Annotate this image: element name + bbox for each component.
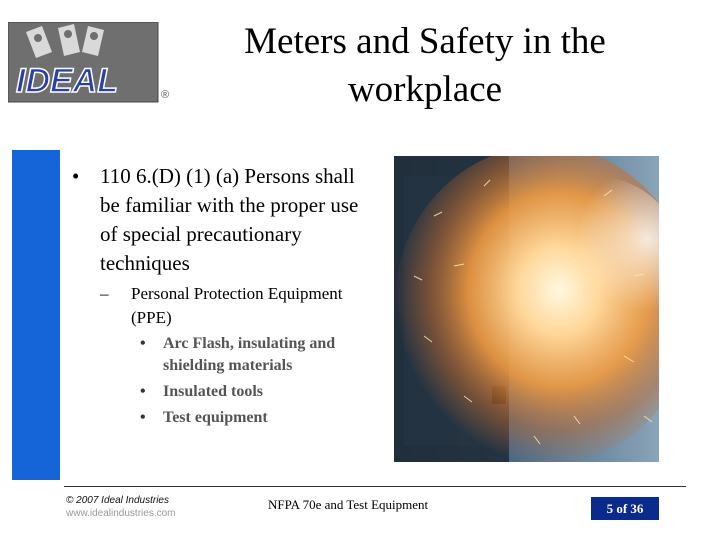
registered-mark: ® — [161, 89, 170, 101]
list-item-text: Arc Flash, insulating and shielding materials — [163, 335, 336, 374]
main-bullet-text: 110 6.(D) (1) (a) Persons shall be familiar with the proper use of special precautionary techniques — [100, 164, 359, 275]
list-item — [140, 407, 360, 429]
list-item-text: Test equipment — [163, 409, 268, 426]
logo-wordmark: IDEAL — [16, 62, 118, 100]
bullet-icon: • — [140, 383, 146, 400]
arc-flash-photo — [394, 156, 659, 462]
copyright-text: © 2007 Ideal Industries — [66, 495, 169, 506]
sub-bullet — [100, 282, 360, 330]
list-item — [140, 381, 360, 403]
list-item-text: Insulated tools — [163, 383, 264, 400]
bullet-icon: • — [140, 409, 146, 426]
bullet-icon: • — [140, 335, 146, 352]
bullet-icon: • — [72, 164, 80, 188]
ideal-logo — [8, 22, 173, 104]
slide-title: Meters and Safety in the workplace — [244, 21, 606, 110]
sub-bullet-text: Personal Protection Equipment (PPE) — [131, 284, 343, 327]
website-link[interactable]: www.idealindustries.com — [66, 508, 176, 519]
page-number-badge: 5 of 36 — [591, 497, 659, 520]
footer-divider — [64, 486, 686, 487]
main-bullet — [72, 162, 372, 278]
dash-icon: – — [100, 284, 109, 303]
footer-title: NFPA 70e and Test Equipment — [268, 497, 429, 512]
accent-bar — [12, 150, 60, 480]
list-item — [140, 333, 360, 377]
